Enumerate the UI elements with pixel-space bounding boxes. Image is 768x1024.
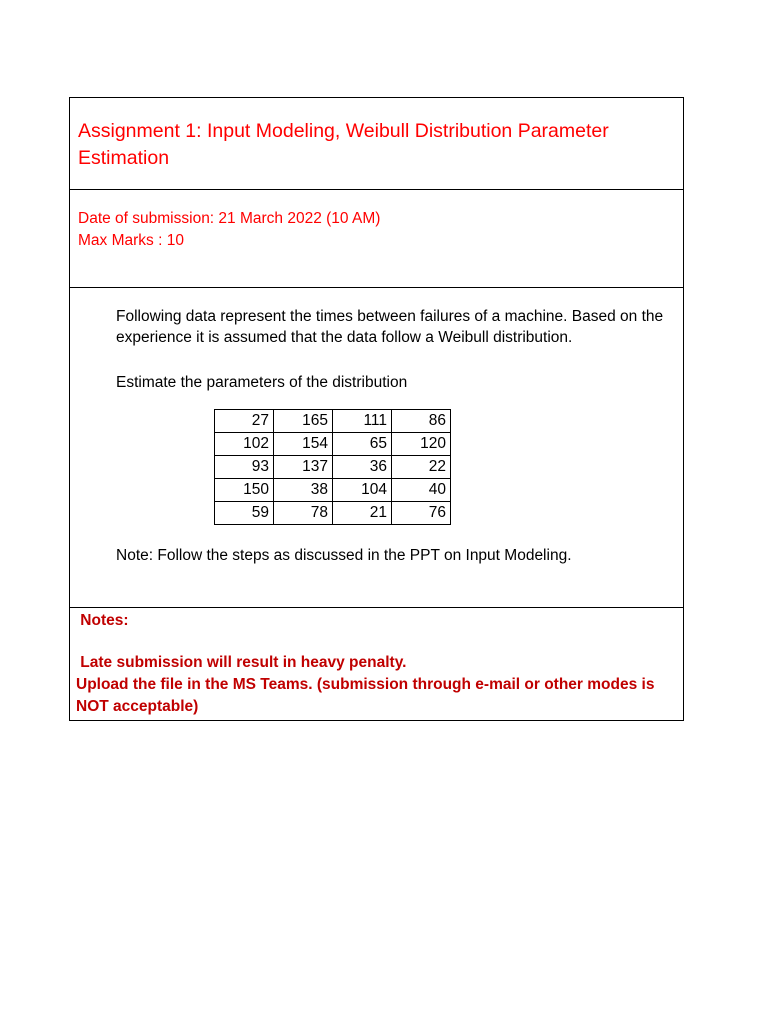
assignment-document <box>69 97 684 721</box>
table-row <box>215 433 451 456</box>
table-cell: 93 <box>215 456 274 479</box>
upload-note: Upload the file in the MS Teams. (submission through e-mail or other modes is NOT acceptable) <box>76 676 655 715</box>
table-row <box>215 456 451 479</box>
penalty-note: Late submission will result in heavy penalty. <box>76 654 407 671</box>
table-row <box>215 410 451 433</box>
table-cell: 86 <box>392 410 451 433</box>
table-cell: 111 <box>333 410 392 433</box>
meta-section <box>70 190 683 288</box>
table-cell: 38 <box>274 479 333 502</box>
table-row <box>215 479 451 502</box>
table-cell: 104 <box>333 479 392 502</box>
problem-task: Estimate the parameters of the distribution <box>116 374 408 391</box>
table-cell: 154 <box>274 433 333 456</box>
problem-section <box>70 288 683 608</box>
max-marks: Max Marks : 10 <box>78 232 184 249</box>
problem-intro: Following data represent the times between failures of a machine. Based on the experience it is assumed that the data follow a Weibull distribution. <box>116 308 664 346</box>
table-cell: 76 <box>392 502 451 525</box>
table-cell: 150 <box>215 479 274 502</box>
table-cell: 36 <box>333 456 392 479</box>
table-cell: 22 <box>392 456 451 479</box>
table-cell: 78 <box>274 502 333 525</box>
title-section <box>70 98 683 190</box>
notes-section <box>70 608 683 720</box>
table-cell: 21 <box>333 502 392 525</box>
assignment-title: Assignment 1: Input Modeling, Weibull Distribution Parameter Estimation <box>78 120 609 169</box>
submission-date: Date of submission: 21 March 2022 (10 AM) <box>78 210 381 227</box>
table-cell: 120 <box>392 433 451 456</box>
table-cell: 40 <box>392 479 451 502</box>
table-cell: 102 <box>215 433 274 456</box>
table-cell: 165 <box>274 410 333 433</box>
table-cell: 65 <box>333 433 392 456</box>
problem-note: Note: Follow the steps as discussed in the PPT on Input Modeling. <box>116 547 572 564</box>
notes-heading: Notes: <box>76 612 129 629</box>
notes-spacer <box>76 632 677 652</box>
table-cell: 137 <box>274 456 333 479</box>
failure-times-table <box>214 409 451 525</box>
table-cell: 59 <box>215 502 274 525</box>
table-cell: 27 <box>215 410 274 433</box>
table-row <box>215 502 451 525</box>
